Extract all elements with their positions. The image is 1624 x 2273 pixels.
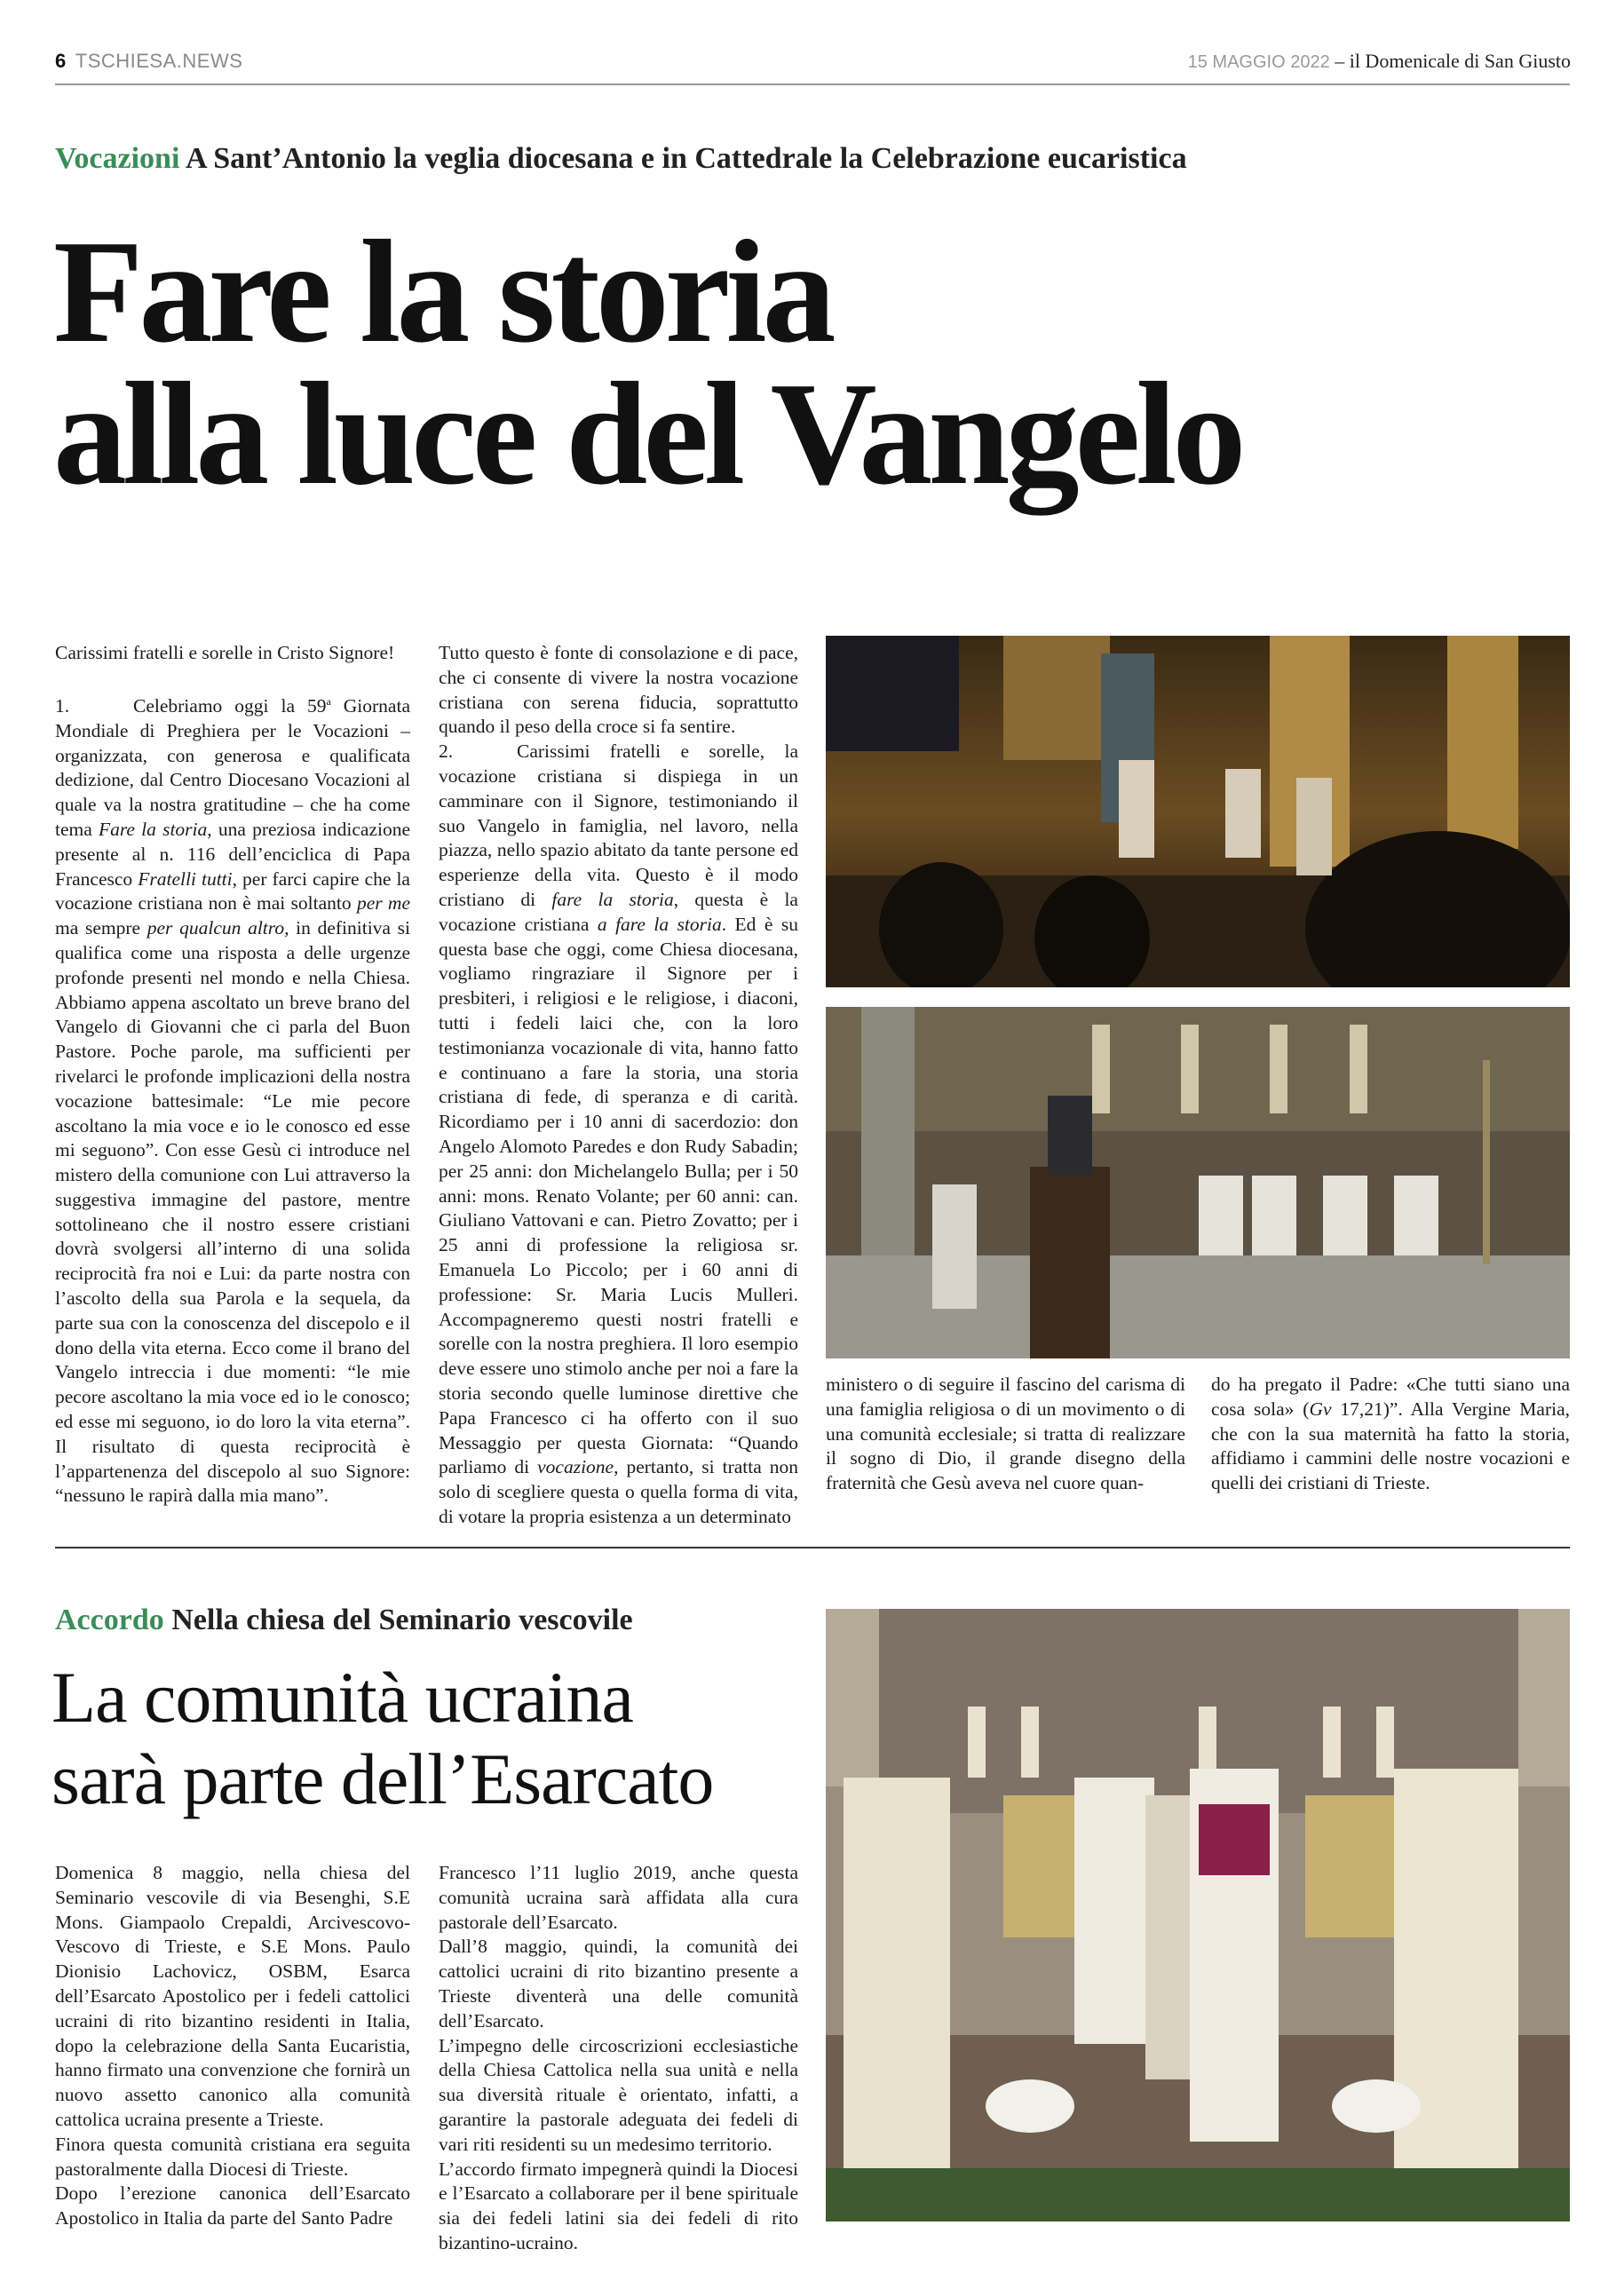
article2-column-2 xyxy=(439,1861,798,2256)
article2-paragraph-6: L’impegno delle circoscrizioni ecclesiastiche della Chiesa Cattolica nella sua unità e nella sua diversità rituale è orientato, infatti, a garantire la pastorale adeguata dei fedeli di vari riti residenti su un medesimo territorio. xyxy=(439,2034,798,2155)
ceremony-photo xyxy=(826,1609,1570,2222)
article1-column-4 xyxy=(1211,1373,1570,1496)
article1-paragraph-1 xyxy=(55,690,410,1509)
greeting: Carissimi fratelli e sorelle in Cristo Signore! xyxy=(55,642,395,663)
article1-headline-line2: alla luce del Vangelo xyxy=(53,352,1242,515)
article1-column-1 xyxy=(55,641,410,1509)
text-run: Carissimi fratelli e sorelle, la vocazione cristiana si dispiega in un camminare con il Signore, testimoniando il suo Vangelo in famiglia, nel lavoro, nella piazza, nello spazio abitato da tante persone ed esperienze della vita. Questo è il modo cristiano di xyxy=(439,741,798,910)
emphasis: a fare la storia xyxy=(597,913,722,935)
article1-subtitle: A Sant’Antonio la veglia diocesana e in Cattedrale la Celebrazione eucaristica xyxy=(186,142,1187,175)
article2-column-1 xyxy=(55,1861,410,2231)
text-run: , questa è la vocazione cristiana xyxy=(439,888,798,935)
emphasis: per qualcun altro xyxy=(147,917,285,939)
publication-name: il Domenicale di San Giusto xyxy=(1349,50,1571,72)
article2-paragraph-5: Dall’8 maggio, quindi, la comunità dei cattolici ucraini di rito bizantino presente a Trieste diventerà una delle comunità dell’Esarcato. xyxy=(439,1936,798,2031)
paragraph-number: 2. xyxy=(439,741,454,763)
article1-paragraph-4 xyxy=(1211,1373,1570,1496)
article2-subtitle: Nella chiesa del Seminario vescovile xyxy=(171,1604,633,1636)
emphasis: vocazione xyxy=(537,1456,614,1478)
header-separator: – xyxy=(1329,50,1350,72)
text-run: , per farci capire che la vocazione cristiana non è mai soltanto xyxy=(55,867,410,915)
text-run: . Ed è su questa base che oggi, come Chiesa diocesana, vogliamo ringraziare il Signore per i presbiteri, i religiosi e le religiose, i diaconi, tutti i fedeli laici che, con la loro testimonianza vocazionale di vita, hanno fatto e continuano a fare la storia, una storia cristiana di fede, di speranza e di carità. Ricordiamo per i 10 anni di sacerdozio: don Angelo Alomoto Paredes e don Rudy Sabadin; per 25 anni: don Michelangelo Bulla; per i 50 anni: mons. Renato Volante; per 60 anni: can. Giuliano Vattovani e can. Pietro Zovatto; per i 25 anni di professione la religiosa sr. Emanuela Lo Piccolo; per i 60 anni di professione: Sr. Maria Lucis Mulleri. Accompagneremo questi nostri fratelli e sorelle con la nostra preghiera. Il loro esempio deve essere uno stimolo anche per noi a fare la storia secondo quelle luminose direttive che Papa Francesco ci ha offerto con il suo Messaggio per questa Giornata: “Quando parliamo di xyxy=(439,913,798,1478)
article2-paragraph-2: Finora questa comunità cristiana era seguita pastoralmente dalla Diocesi di Trieste. xyxy=(55,2133,410,2180)
running-header-left xyxy=(55,50,242,73)
article1-kicker-line xyxy=(55,142,1187,176)
article1-headline-line1: Fare la storia xyxy=(53,210,832,373)
article2-paragraph-1: Domenica 8 maggio, nella chiesa del Seminario vescovile di via Besenghi, S.E Mons. Giampaolo Crepaldi, Arcivescovo-Vescovo di Trieste, e S.E Mons. Paulo Dionisio Lachovicz, OSBM, Esarca dell’Esarcato Apostolico per i fedeli cattolici ucraini di rito bizantino residenti in Italia, dopo la celebrazione della Santa Eucaristia, hanno firmato una convenzione che fornirà un nuovo assetto canonico alla comunità cattolica ucraina presente a Trieste. xyxy=(55,1862,410,2130)
cathedral-photo xyxy=(826,1007,1570,1358)
article2-paragraph-4: Francesco l’11 luglio 2019, anche questa comunità ucraina sarà affidata alla cura pastorale dell’Esarcato. xyxy=(439,1862,798,1933)
article2-paragraph-3: Dopo l’erezione canonica dell’Esarcato Apostolico in Italia da parte del Santo Padre xyxy=(55,2182,410,2229)
running-header-right xyxy=(1188,50,1571,73)
article2-paragraph-7: L’accordo firmato impegnerà quindi la Diocesi e l’Esarcato a collaborare per il bene spirituale sia dei fedeli latini sia dei fedeli di rito bizantino-ucraino. xyxy=(439,2158,798,2253)
emphasis: Gv xyxy=(1309,1398,1332,1420)
article1-paragraph-2 xyxy=(439,740,798,1530)
text-run: Giornata Mondiale di Preghiera per le Vocazioni – organizzata, con generosa e qualificata dedizione, dal Centro Diocesano Vocazioni al quale va la nostra gratitudine – che ha come tema xyxy=(55,694,410,840)
text-run: ma sempre xyxy=(55,917,147,939)
article1-column-2 xyxy=(439,641,798,1530)
page-number: 6 xyxy=(55,50,67,72)
article2-headline xyxy=(51,1657,713,1820)
article1-kicker: Vocazioni xyxy=(55,142,180,175)
article2-kicker: Accordo xyxy=(55,1604,164,1636)
paragraph-number: 1. xyxy=(55,694,70,717)
text-run: do ha pregato il Padre: «Che tutti siano una cosa sola» ( xyxy=(1211,1374,1570,1420)
section-divider xyxy=(55,1547,1570,1548)
article2-headline-line1: La comunità ucraina xyxy=(51,1657,633,1738)
article2-headline-line2: sarà parte dell’Esarcato xyxy=(51,1738,714,1819)
section-name: TSCHIESA.NEWS xyxy=(75,50,243,72)
article1-paragraph-1b: Tutto questo è fonte di consolazione e di pace, che ci consente di vivere la nostra vocazione cristiana con serena fiducia, soprattutto quando il peso della croce si fa sentire. xyxy=(439,642,798,738)
text-run: , in definitiva si qualifica come una risposta a delle urgenze profonde presenti nel mondo e nella Chiesa. Abbiamo appena ascoltato un breve brano del Vangelo di Giovanni che ci parla del Buon Pastore. Poche parole, ma sufficienti per rivelarci le profonde implicazioni della nostra vocazione battesimale: “Le mie pecore ascoltano la mia voce e io le conosco ed esse mi seguono”. Con esse Gesù ci introduce nel mistero della comunione con Lui attraverso la suggestiva immagine del pastore, mentre sottolineano che il nostro essere cristiani dovrà svolgersi all’interno di una solida reciprocità fra noi e Lui: da parte nostra con l’ascolto della sua Parola e la sequela, da parte sua con la conoscenza del discepolo e il dono della vita eterna. Ecco come il brano del Vangelo intreccia i due momenti: “le mie pecore ascoltano la mia voce ed io le conosco; ed esse mi seguono, io do loro la vita eterna”. Il risultato di questa reciprocità è l’appartenenza del discepolo al suo Signore: “nessuno le rapirà dalla mia mano”. xyxy=(55,917,411,1507)
vigil-photo xyxy=(826,636,1570,987)
header-rule xyxy=(55,83,1570,85)
article1-headline xyxy=(53,210,1242,515)
emphasis: fare la storia xyxy=(551,888,674,910)
superscript: a xyxy=(326,694,331,708)
text-run: Celebriamo oggi la 59 xyxy=(133,694,327,717)
emphasis: per me xyxy=(356,892,410,915)
text-run: 17,21)”. Alla Vergine Maria, che con la sua maternità ha fatto la storia, affidiamo i cammini delle nostre vocazioni e quelli dei cristiani di Trieste. xyxy=(1211,1398,1571,1494)
text-run: , una preziosa indicazione presente al n. 116 dell’enciclica di Papa Francesco xyxy=(55,818,410,890)
emphasis: Fare la storia xyxy=(98,818,208,840)
text-run: , pertanto, si tratta non solo di scegliere questa o quella forma di vita, di votare la propria esistenza a un determinato xyxy=(439,1456,798,1527)
article2-kicker-line xyxy=(55,1604,633,1637)
emphasis: Fratelli tutti xyxy=(138,867,233,890)
article1-column-3 xyxy=(826,1373,1185,1496)
issue-date: 15 MAGGIO 2022 xyxy=(1187,52,1330,72)
article1-paragraph-3: ministero o di seguire il fascino del carisma di una famiglia religiosa o di un movimento o di una comunità ecclesiale; si tratta di realizzare il sogno di Dio, il grande disegno della fraternità che Gesù aveva nel cuore quan- xyxy=(826,1374,1185,1494)
